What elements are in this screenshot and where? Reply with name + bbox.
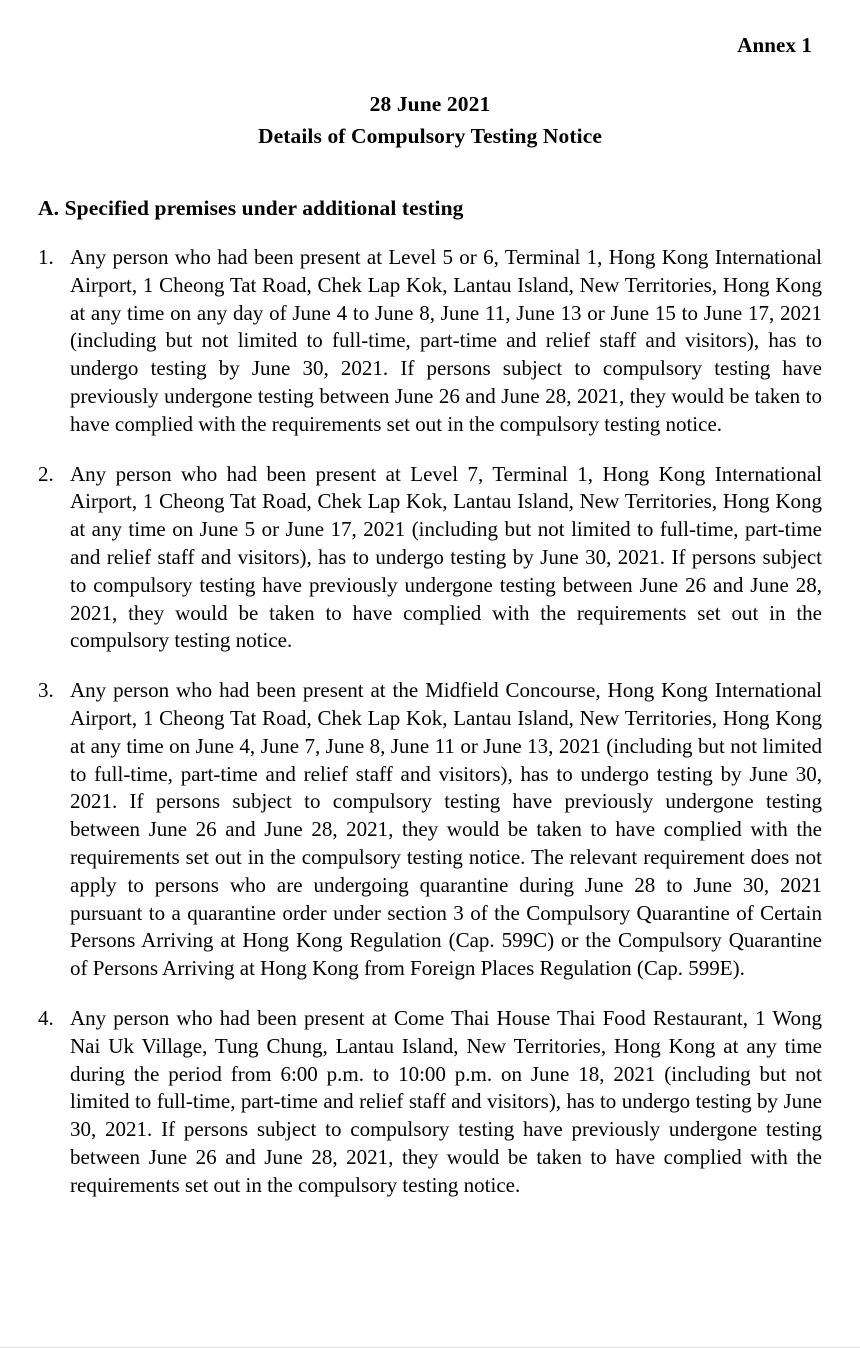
list-item [38,244,822,439]
numbered-item-list [0,244,860,1200]
list-item-text: Any person who had been present at Come Thai House Thai Food Restaurant, 1 Wong Nai Uk Village, Tung Chung, Lantau Island, New Territories, Hong Kong at any time during the period from 6:00 p.m. to 10:00 p.m. on June 18, 2021 (including but not limited to full-time, part-time and relief staff and visitors), has to undergo testing by June 30, 2021. If persons subject to compulsory testing have previously undergone testing between June 26 and June 28, 2021, they would be taken to have complied with the requirements set out in the compulsory testing notice. [70,1005,822,1197]
list-item [38,1005,822,1200]
page-title: Details of Compulsory Testing Notice [257,124,602,148]
list-item-text: Any person who had been present at Level 7, Terminal 1, Hong Kong International Airport, 1 Cheong Tat Road, Chek Lap Kok, Lantau Island, New Territories, Hong Kong at any time on June 5 or June 17, 2021 (including but not limited to full-time, part-time and relief staff and visitors), has to undergo testing by June 30, 2021. If persons subject to compulsory testing have previously undergone testing between June 26 and June 28, 2021, they would be taken to have complied with the requirements set out in the compulsory testing notice. [70,461,822,653]
list-item-number: 4. [38,1005,54,1030]
document-date: 28 June 2021 [369,92,491,116]
section-heading-a: A. Specified premises under additional testing [38,196,464,220]
list-item-text: Any person who had been present at Level 5 or 6, Terminal 1, Hong Kong International Airport, 1 Cheong Tat Road, Chek Lap Kok, Lantau Island, New Territories, Hong Kong at any time on any day of June 4 to June 8, June 11, June 13 or June 15 to June 17, 2021 (including but not limited to full-time, part-time and relief staff and visitors), has to undergo testing by June 30, 2021. If persons subject to compulsory testing have previously undergone testing between June 26 and June 28, 2021, they would be taken to have complied with the requirements set out in the compulsory testing notice. [70,245,822,436]
list-item-number: 1. [38,245,54,269]
document-title-block [0,88,860,152]
list-item-number: 3. [38,678,54,703]
list-item [38,461,822,656]
annex-label: Annex 1 [737,33,812,57]
list-item [38,677,822,983]
list-item-text: Any person who had been present at the Midfield Concourse, Hong Kong International Airport, 1 Cheong Tat Road, Chek Lap Kok, Lantau Island, New Territories, Hong Kong at any time on June 4, June 7, June 8, June 11 or June 13, 2021 (including but not limited to full-time, part-time and relief staff and visitors), has to undergo testing by June 30, 2021. If persons subject to compulsory testing have previously undergone testing between June 26 and June 28, 2021, they would be taken to have complied with the requirements set out in the compulsory testing notice. The relevant requirement does not apply to persons who are undergoing quarantine during June 28 to June 30, 2021 pursuant to a quarantine order under section 3 of the Compulsory Quarantine of Certain Persons Arriving at Hong Kong Regulation (Cap. 599C) or the Compulsory Quarantine of Persons Arriving at Hong Kong from Foreign Places Regulation (Cap. 599E). [70,678,822,981]
list-item-number: 2. [38,461,54,486]
